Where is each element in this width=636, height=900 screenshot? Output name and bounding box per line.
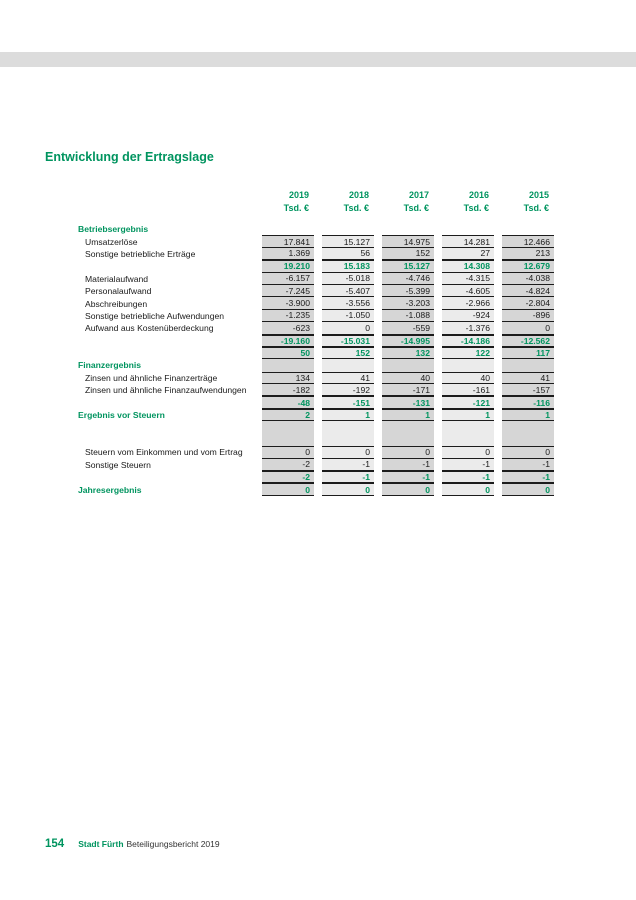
table-row [78, 359, 570, 371]
value-cell: -1.088 [382, 310, 434, 322]
value-cell: -48 [262, 396, 314, 408]
value-cell: -1.050 [322, 310, 374, 322]
value-cell [262, 421, 314, 446]
value-cell: -1 [442, 471, 494, 483]
value-cell: -4.038 [502, 273, 554, 285]
row-label: Personalaufwand [85, 286, 152, 297]
table-row [78, 483, 570, 495]
value-cell: 14.281 [442, 235, 494, 247]
value-cell: -14.186 [442, 335, 494, 347]
value-cell: -1 [382, 471, 434, 483]
value-cell: 1.369 [262, 248, 314, 260]
table-row [78, 421, 570, 446]
value-cell: -1 [442, 459, 494, 471]
units-row [78, 201, 570, 214]
value-cell: -171 [382, 384, 434, 396]
value-cell: -121 [442, 396, 494, 408]
value-cell: -2 [262, 459, 314, 471]
value-cell: -182 [262, 384, 314, 396]
value-cell: -192 [322, 384, 374, 396]
value-cell: 0 [322, 322, 374, 334]
year-header: 2017 [408, 189, 429, 200]
value-cell [322, 421, 374, 446]
header-label-spacer [78, 188, 254, 201]
value-cell: 17.841 [262, 235, 314, 247]
value-cell: -4.746 [382, 273, 434, 285]
value-cell: 134 [262, 372, 314, 384]
row-label: Jahresergebnis [78, 484, 142, 495]
value-cell: 1 [442, 409, 494, 421]
table-row [78, 297, 570, 309]
table-row [78, 285, 570, 297]
value-cell: 41 [502, 372, 554, 384]
unit-header: Tsd. € [343, 202, 369, 213]
table-row [78, 471, 570, 483]
value-cell: 0 [262, 483, 314, 495]
footer-brand: Stadt Fürth [78, 839, 124, 849]
table-row [78, 409, 570, 421]
value-cell: 15.127 [382, 260, 434, 272]
value-cell: 40 [442, 372, 494, 384]
value-cell [382, 223, 434, 235]
row-label: Umsatzerlöse [85, 236, 138, 247]
table-row [78, 310, 570, 322]
value-cell: -4.315 [442, 273, 494, 285]
header-label-spacer [78, 201, 254, 214]
value-cell: -5.399 [382, 285, 434, 297]
value-cell: 0 [502, 446, 554, 458]
value-cell [262, 359, 314, 371]
value-cell [442, 223, 494, 235]
table-row [78, 372, 570, 384]
value-cell: -3.900 [262, 297, 314, 309]
row-label: Materialaufwand [85, 273, 149, 284]
value-cell: -896 [502, 310, 554, 322]
value-cell: 1 [382, 409, 434, 421]
value-cell: -2 [262, 471, 314, 483]
unit-header: Tsd. € [523, 202, 549, 213]
value-cell: 0 [322, 446, 374, 458]
value-cell: -1.376 [442, 322, 494, 334]
value-cell: -1 [322, 459, 374, 471]
years-row [78, 188, 570, 201]
table-row [78, 260, 570, 272]
value-cell: -1.235 [262, 310, 314, 322]
value-cell: -161 [442, 384, 494, 396]
value-cell: -1 [322, 471, 374, 483]
value-cell: 41 [322, 372, 374, 384]
row-label [78, 335, 254, 347]
value-cell: -14.995 [382, 335, 434, 347]
value-cell: 0 [442, 483, 494, 495]
value-cell: -3.203 [382, 297, 434, 309]
value-cell: -559 [382, 322, 434, 334]
value-cell: -1 [502, 471, 554, 483]
unit-header: Tsd. € [283, 202, 309, 213]
value-cell: 213 [502, 248, 554, 260]
year-header: 2016 [468, 189, 489, 200]
value-cell: 2 [262, 409, 314, 421]
value-cell: 19.210 [262, 260, 314, 272]
value-cell: 27 [442, 248, 494, 260]
value-cell: -3.556 [322, 297, 374, 309]
value-cell: -623 [262, 322, 314, 334]
unit-header: Tsd. € [403, 202, 429, 213]
row-label: Sonstige betriebliche Erträge [85, 248, 196, 259]
value-cell: 14.975 [382, 235, 434, 247]
value-cell: -12.562 [502, 335, 554, 347]
value-cell: -5.018 [322, 273, 374, 285]
value-cell [322, 359, 374, 371]
value-cell: -157 [502, 384, 554, 396]
table-row [78, 273, 570, 285]
row-label: Zinsen und ähnliche Finanzerträge [85, 372, 218, 383]
value-cell: 117 [502, 347, 554, 359]
value-cell [382, 421, 434, 446]
table-row [78, 335, 570, 347]
value-cell: 0 [262, 446, 314, 458]
value-cell: -5.407 [322, 285, 374, 297]
value-cell: 0 [322, 483, 374, 495]
value-cell: 0 [502, 483, 554, 495]
value-cell: -7.245 [262, 285, 314, 297]
value-cell: -2.804 [502, 297, 554, 309]
earnings-table [78, 188, 570, 496]
table-row [78, 384, 570, 396]
page-footer [45, 838, 220, 850]
table-row [78, 248, 570, 260]
row-label [78, 396, 254, 408]
value-cell: 152 [322, 347, 374, 359]
year-header: 2019 [288, 189, 309, 200]
row-label [78, 471, 254, 483]
value-cell [502, 421, 554, 446]
value-cell: -116 [502, 396, 554, 408]
value-cell: 40 [382, 372, 434, 384]
value-cell [502, 359, 554, 371]
header-band [0, 52, 636, 67]
table-row [78, 396, 570, 408]
row-label: Steuern vom Einkommen und vom Ertrag [85, 447, 243, 458]
value-cell: 0 [502, 322, 554, 334]
value-cell: 152 [382, 248, 434, 260]
value-cell: 15.127 [322, 235, 374, 247]
row-label [78, 421, 254, 446]
value-cell: 122 [442, 347, 494, 359]
row-label: Sonstige Steuern [85, 459, 151, 470]
value-cell: -4.824 [502, 285, 554, 297]
value-cell: -6.157 [262, 273, 314, 285]
value-cell: 0 [442, 446, 494, 458]
value-cell: -131 [382, 396, 434, 408]
footer-text: Beteiligungsbericht 2019 [126, 839, 220, 849]
page-title: Entwicklung der Ertragslage [45, 150, 214, 164]
row-label: Aufwand aus Kostenüberdeckung [85, 323, 214, 334]
value-cell: -1 [502, 459, 554, 471]
row-label: Finanzergebnis [78, 360, 142, 371]
table-row [78, 322, 570, 334]
row-label [78, 260, 254, 272]
value-cell: 50 [262, 347, 314, 359]
row-label: Ergebnis vor Steuern [78, 410, 165, 421]
value-cell [322, 223, 374, 235]
table-row [78, 347, 570, 359]
value-cell: -2.966 [442, 297, 494, 309]
row-label [78, 347, 254, 359]
value-cell: 15.183 [322, 260, 374, 272]
value-cell: 0 [382, 446, 434, 458]
table-spacer [78, 214, 570, 223]
value-cell: 132 [382, 347, 434, 359]
value-cell: 14.308 [442, 260, 494, 272]
value-cell [262, 223, 314, 235]
year-header: 2018 [348, 189, 369, 200]
year-header: 2015 [528, 189, 549, 200]
value-cell [442, 421, 494, 446]
unit-header: Tsd. € [463, 202, 489, 213]
table-row [78, 446, 570, 458]
row-label: Betriebsergebnis [78, 224, 149, 235]
page-number: 154 [45, 838, 65, 850]
value-cell [442, 359, 494, 371]
table-body [78, 223, 570, 496]
value-cell: 12.679 [502, 260, 554, 272]
value-cell: 0 [382, 483, 434, 495]
row-label: Zinsen und ähnliche Finanzaufwendungen [85, 385, 247, 396]
row-label: Abschreibungen [85, 298, 148, 309]
value-cell [382, 359, 434, 371]
table-row [78, 223, 570, 235]
value-cell: -924 [442, 310, 494, 322]
value-cell [502, 223, 554, 235]
value-cell: 1 [322, 409, 374, 421]
value-cell: -15.031 [322, 335, 374, 347]
value-cell: 1 [502, 409, 554, 421]
value-cell: -151 [322, 396, 374, 408]
value-cell: -4.605 [442, 285, 494, 297]
table-row [78, 235, 570, 247]
value-cell: 12.466 [502, 235, 554, 247]
value-cell: 56 [322, 248, 374, 260]
row-label: Sonstige betriebliche Aufwendungen [85, 310, 225, 321]
value-cell: -1 [382, 459, 434, 471]
value-cell: -19.160 [262, 335, 314, 347]
table-row [78, 459, 570, 471]
